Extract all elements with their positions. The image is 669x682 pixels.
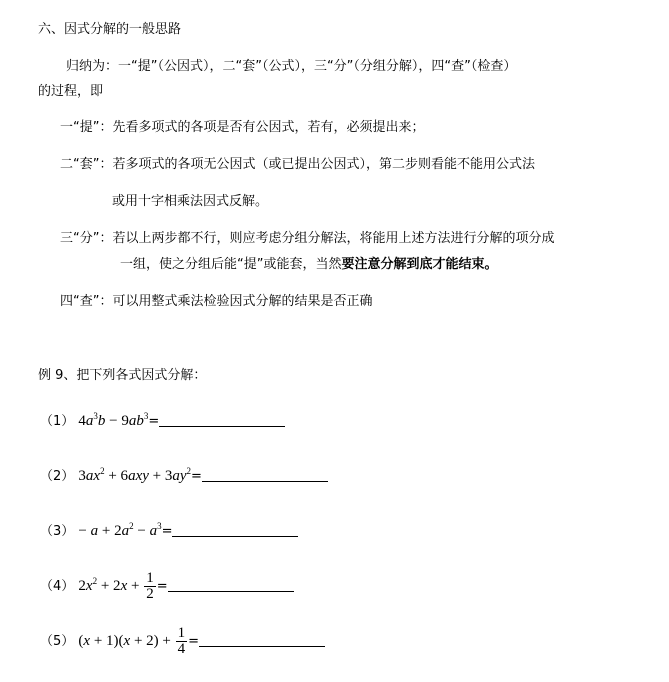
step-fen-line-2 — [120, 256, 498, 274]
question-4-answer-blank[interactable] — [168, 577, 294, 592]
question-3 — [40, 522, 298, 541]
question-5-answer-blank[interactable] — [199, 632, 325, 647]
step-ti: 一“提”：先看多项式的各项是否有公因式，若有，必须提出来； — [60, 120, 425, 135]
step-fen-line-1: 三“分”：若以上两步都不行，则应考虑分组分解法，将能用上述方法进行分解的项分成 — [60, 231, 555, 246]
question-3-equals: = — [161, 524, 173, 539]
question-4-expression: $2x^2 + 2x$ + $\frac{1}{2}$ — [78, 570, 154, 603]
question-1-expression: $4a^3b - 9ab^3$ — [78, 411, 149, 429]
question-5-equals: = — [188, 634, 200, 649]
section-title: 六、因式分解的一般思路 — [38, 22, 182, 37]
step-cha: 四“查”：可以用整式乘法检验因式分解的结果是否正确 — [60, 294, 373, 309]
question-2-expression: $3ax^2 + 6axy + 3ay^2$ — [78, 466, 192, 484]
question-2 — [40, 467, 328, 486]
intro-line-2: 的过程，即 — [38, 84, 104, 99]
question-2-number: （2） — [40, 469, 75, 484]
question-4-number: （4） — [40, 579, 75, 594]
step-tao-line-1: 二“套”：若多项式的各项无公因式（或已提出公因式），第二步则看能不能用公式法 — [60, 157, 535, 172]
step-tao-line-2: 或用十字相乘法因式反解。 — [112, 194, 269, 209]
question-4-equals: = — [156, 579, 168, 594]
question-3-expression: − $a + 2a^2 - a^3$ — [78, 521, 162, 539]
question-1 — [40, 412, 285, 431]
question-3-answer-blank[interactable] — [172, 522, 298, 537]
question-5-fraction: $\frac{1}{4}$ — [177, 625, 186, 658]
question-1-answer-blank[interactable] — [159, 412, 285, 427]
question-5-expression: (x + 1)(x + 2) + $\frac{1}{4}$ — [78, 625, 186, 658]
question-2-equals: = — [191, 469, 202, 484]
question-3-number: （3） — [40, 524, 75, 539]
question-4 — [40, 569, 294, 604]
step-fen-line-2-emphasis: 要注意分解到底才能结束。 — [341, 257, 498, 272]
question-5 — [40, 624, 325, 659]
question-1-equals: = — [148, 414, 160, 429]
intro-line-1: 归纳为：一“提”（公因式），二“套”（公式），三“分”（分组分解），四“查”（检查） — [66, 59, 517, 74]
question-4-fraction: $\frac{1}{2}$ — [146, 570, 154, 603]
question-5-number: （5） — [40, 634, 75, 649]
step-fen-line-2-text: 一组，使之分组后能“提”或能套，当然 — [120, 257, 342, 272]
question-1-number: （1） — [40, 414, 75, 429]
question-2-answer-blank[interactable] — [202, 467, 328, 482]
example-title: 例 9、把下列各式因式分解： — [38, 368, 207, 383]
